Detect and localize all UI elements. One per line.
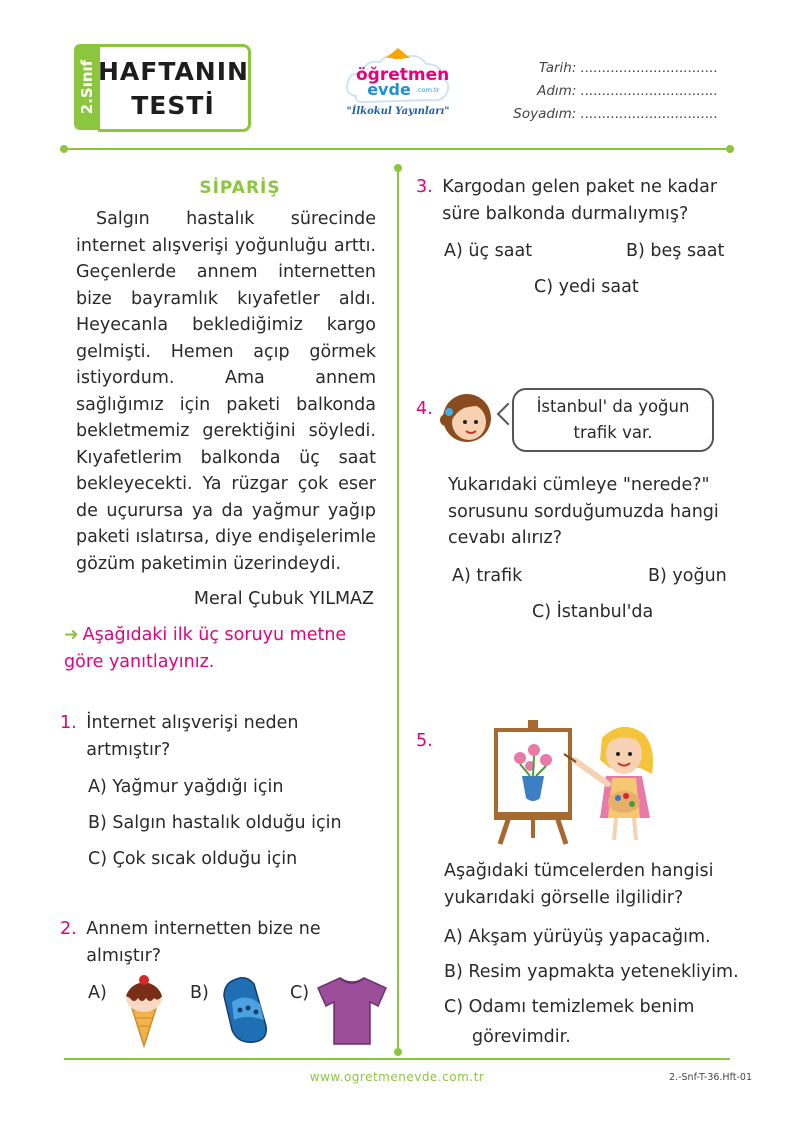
q4-option-b[interactable]: B) yoğun bbox=[648, 566, 727, 586]
q1-option-a[interactable]: A) Yağmur yağdığı için bbox=[88, 777, 284, 797]
question-3-text: Kargodan gelen paket ne kadar süre balkonda durmalıymış? bbox=[442, 177, 718, 224]
q2-option-b[interactable]: B) bbox=[190, 983, 209, 1003]
grade-tab bbox=[74, 44, 100, 130]
q4-option-a[interactable]: A) trafik bbox=[452, 566, 523, 586]
question-4-text: Yukarıdaki cümleye "nerede?" sorusunu sorduğumuzda hangi cevabı alırız? bbox=[448, 475, 719, 548]
question-1-number: 1. bbox=[60, 713, 77, 733]
date-dots: ................................ bbox=[580, 60, 718, 76]
q1-option-c[interactable]: C) Çok sıcak olduğu için bbox=[88, 849, 298, 869]
instruction-text: Aşağıdaki ilk üç soruyu metne göre yanıtlayınız. bbox=[64, 625, 347, 672]
title-line-2: TESTİ bbox=[131, 91, 215, 120]
q5-option-b[interactable]: B) Resim yapmakta yetenekliyim. bbox=[444, 962, 739, 982]
logo-top-text: öğretmen bbox=[356, 65, 450, 85]
test-title-box bbox=[98, 44, 251, 132]
logo-bottom-text: evde bbox=[367, 80, 411, 99]
q2-option-a[interactable]: A) bbox=[88, 983, 107, 1003]
ice-cream-icon[interactable] bbox=[118, 972, 170, 1048]
girl-avatar-icon bbox=[440, 390, 494, 448]
name-field[interactable] bbox=[537, 83, 718, 99]
q5-option-c-continued: görevimdir. bbox=[472, 1027, 571, 1047]
q4-option-c[interactable]: C) İstanbul'da bbox=[532, 602, 654, 622]
logo-tagline: "İlkokul Yayınları" bbox=[346, 106, 450, 117]
footer-code: 2.-Snf-T-36.Hft-01 bbox=[669, 1072, 752, 1083]
bubble-line-1: İstanbul' da yoğun bbox=[536, 397, 690, 416]
q2-option-c[interactable]: C) bbox=[290, 983, 310, 1003]
question-5-text: Aşağıdaki tümcelerden hangisi yukarıdaki görselle ilgilidir? bbox=[444, 861, 714, 908]
surname-dots: ................................ bbox=[580, 106, 718, 122]
question-2-text: Annem internetten bize ne almıştır? bbox=[86, 919, 321, 966]
column-divider bbox=[397, 170, 399, 1050]
name-label: Adım: bbox=[537, 83, 577, 99]
arrow-right-icon: ➜ bbox=[64, 625, 79, 645]
question-1 bbox=[60, 710, 376, 763]
slipper-icon[interactable] bbox=[216, 974, 276, 1046]
q1-option-b[interactable]: B) Salgın hastalık olduğu için bbox=[88, 813, 342, 833]
question-2 bbox=[60, 916, 376, 969]
date-label: Tarih: bbox=[538, 60, 577, 76]
surname-field[interactable] bbox=[513, 106, 718, 122]
instruction bbox=[64, 622, 374, 675]
story-text bbox=[76, 206, 376, 577]
title-line-1: HAFTANIN bbox=[98, 57, 249, 86]
grade-label: 2.Sınıf bbox=[78, 59, 96, 115]
date-field[interactable] bbox=[539, 60, 718, 76]
surname-label: Soyadım: bbox=[513, 106, 577, 122]
name-dots: ................................ bbox=[580, 83, 718, 99]
story-author: Meral Çubuk YILMAZ bbox=[193, 589, 374, 609]
question-3 bbox=[416, 174, 736, 227]
question-2-number: 2. bbox=[60, 919, 77, 939]
q5-option-c[interactable]: C) Odamı temizlemek benim bbox=[444, 997, 695, 1017]
divider-dot-left bbox=[60, 145, 68, 153]
logo-suffix: .com.tr bbox=[416, 86, 440, 94]
q3-option-b[interactable]: B) beş saat bbox=[626, 241, 725, 261]
speech-bubble bbox=[512, 388, 714, 452]
story-title: SİPARİŞ bbox=[199, 178, 281, 198]
question-4-number: 4. bbox=[416, 399, 433, 419]
bubble-line-2: trafik var. bbox=[573, 423, 653, 442]
q3-option-c[interactable]: C) yedi saat bbox=[534, 277, 639, 297]
footer-url[interactable]: www.ogretmenevde.com.tr bbox=[309, 1070, 485, 1084]
divider-dot-right bbox=[726, 145, 734, 153]
story-paragraph: Salgın hastalık sürecinde internet alışverişi yoğunluğu arttı. Geçenlerde annem internetten bize bayramlık kıyafetler aldı. Heyecanla beklediğimiz kargo gelmişti. Hemen açıp görmek istiyordum. Ama annem sağlığımız için paketi balkonda bekletmemiz gerektiğini söyledi. Kıyafetlerim balkonda üç saat bekleyecekti. Ya rüzgar çok eser de uçurursa ya da yağmur yağıp paketi ıslatırsa, diye endişelerimle gözüm paketimin üzerindeydi. bbox=[76, 209, 376, 574]
question-5-number: 5. bbox=[416, 731, 433, 751]
painting-girl-illustration bbox=[490, 718, 670, 848]
header-divider bbox=[64, 148, 730, 150]
footer-divider bbox=[64, 1058, 730, 1060]
q3-option-a[interactable]: A) üç saat bbox=[444, 241, 533, 261]
tshirt-icon[interactable] bbox=[316, 974, 388, 1046]
q5-option-a[interactable]: A) Akşam yürüyüş yapacağım. bbox=[444, 927, 711, 947]
question-3-number: 3. bbox=[416, 177, 433, 197]
question-1-text: İnternet alışverişi neden artmıştır? bbox=[86, 713, 299, 760]
publisher-logo bbox=[338, 44, 458, 132]
